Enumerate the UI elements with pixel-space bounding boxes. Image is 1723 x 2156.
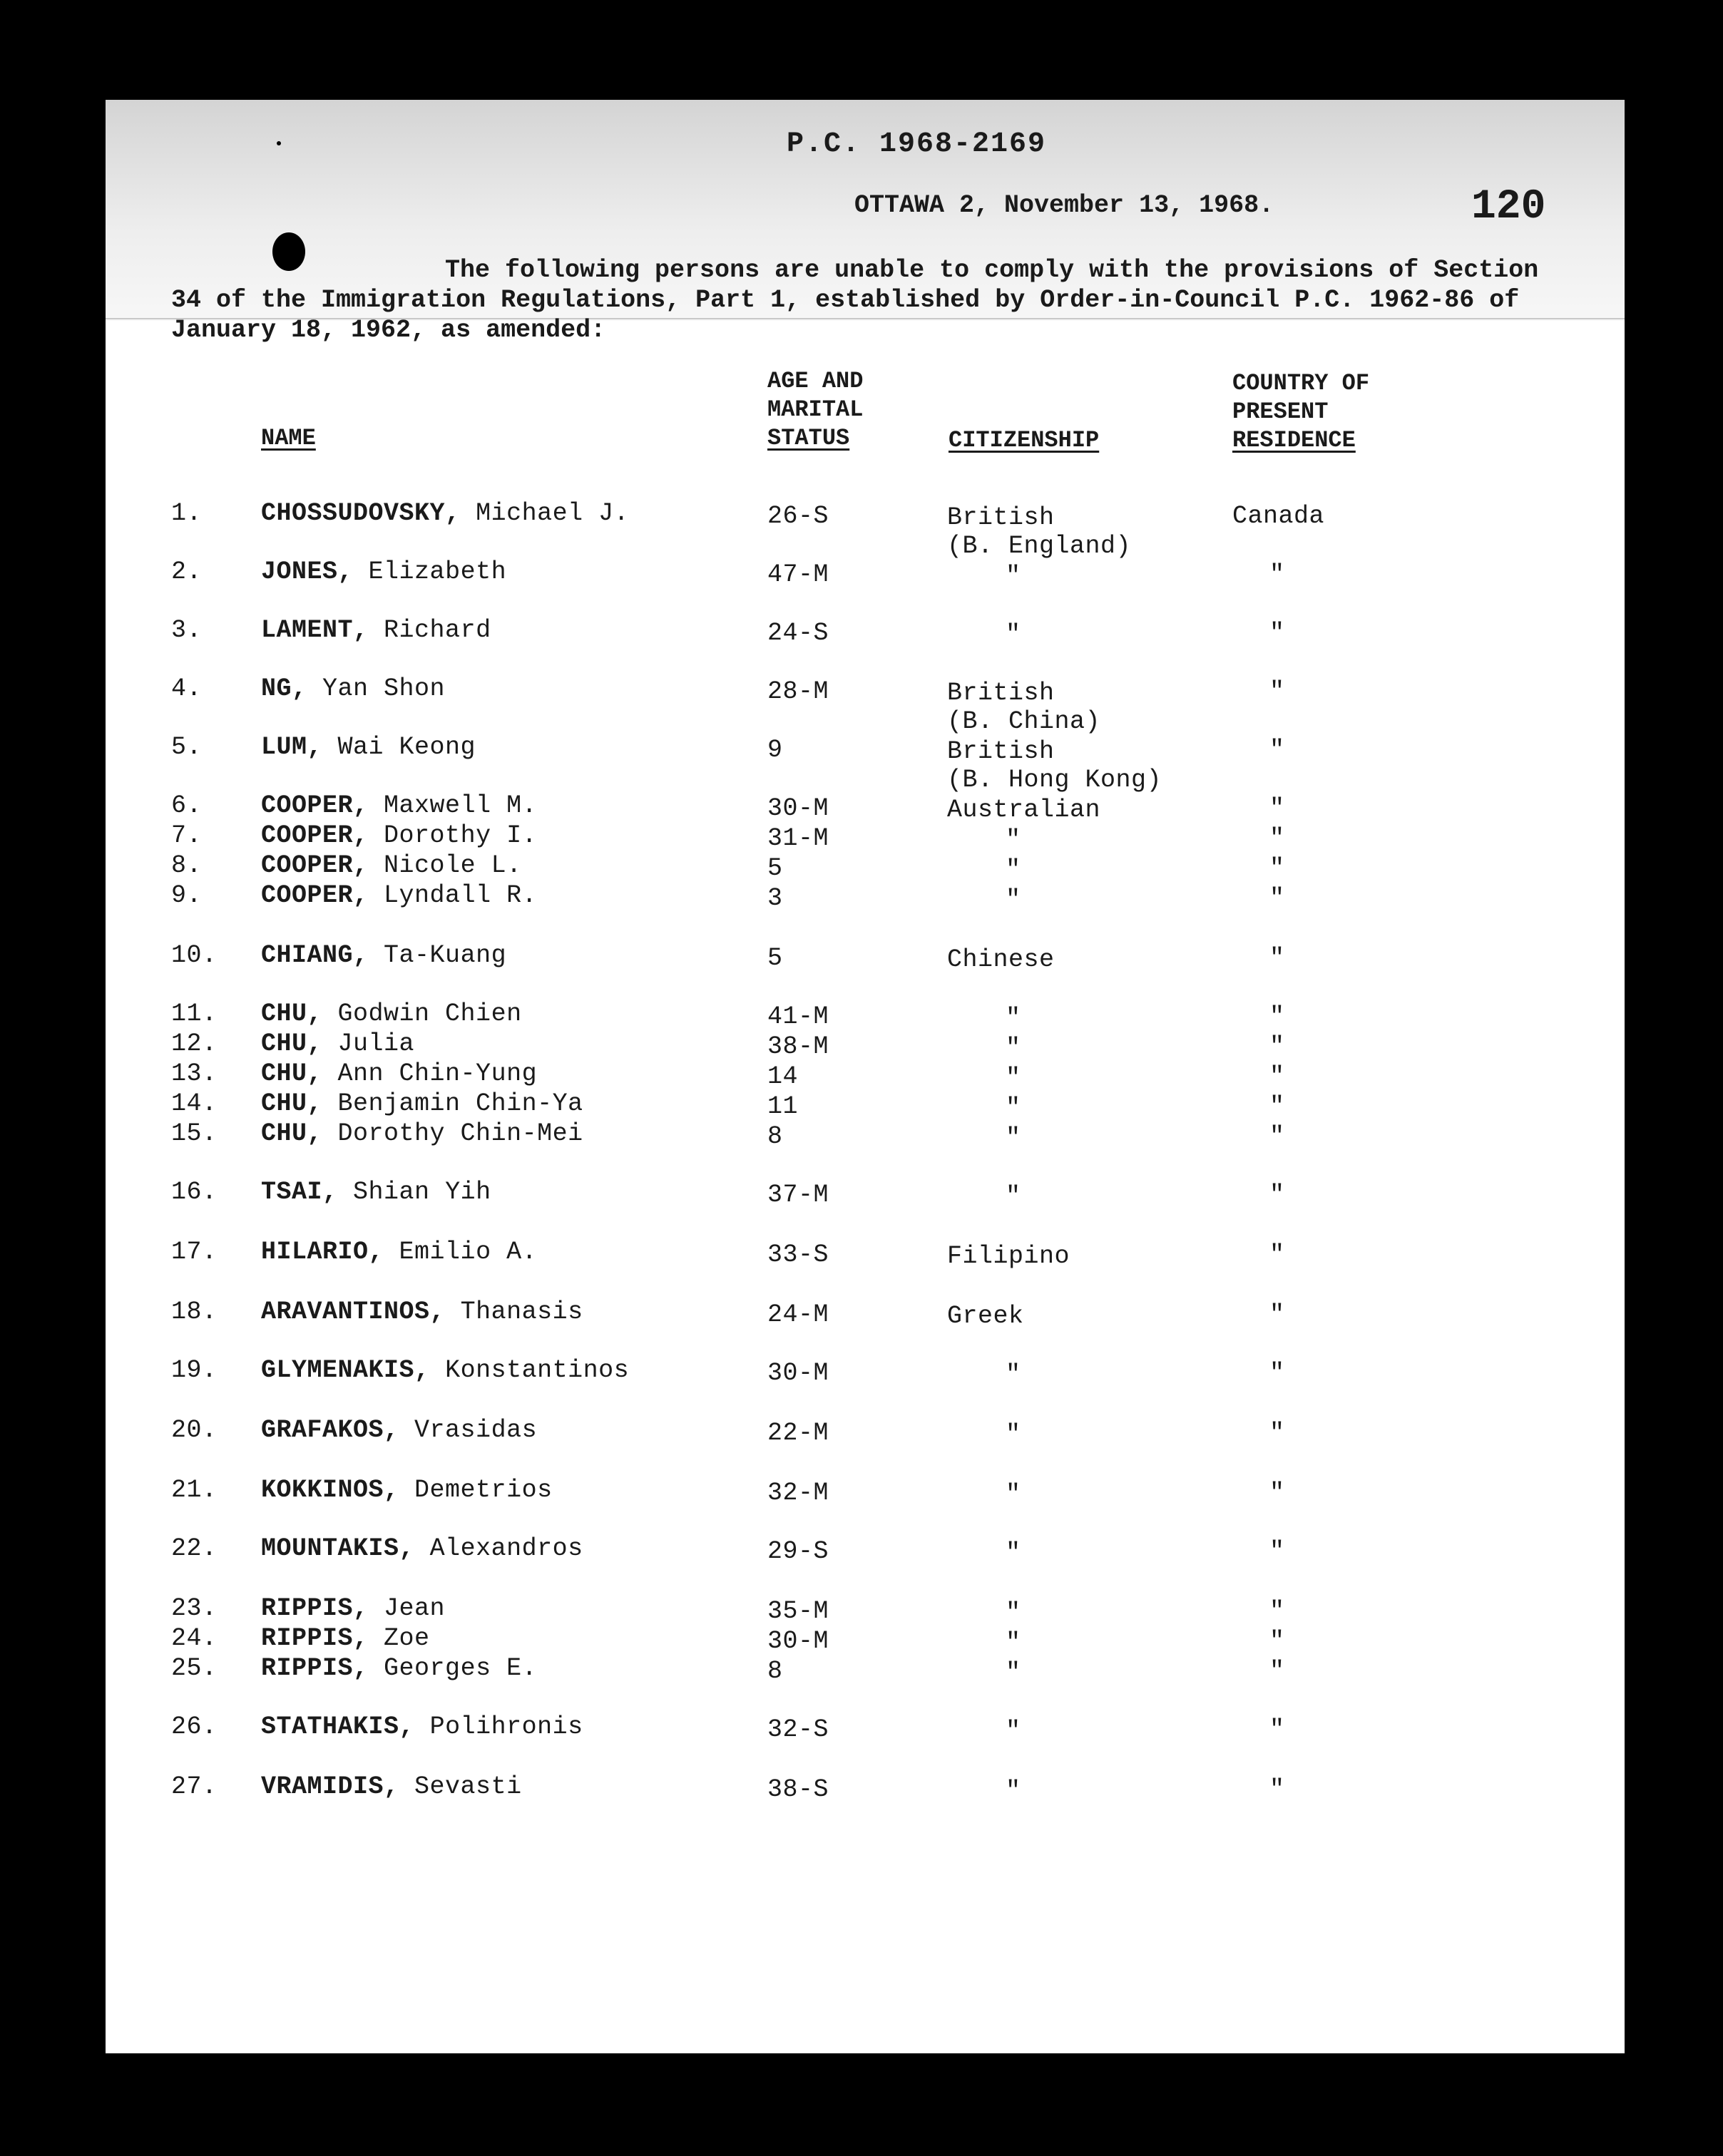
residence-ditto: " <box>1269 824 1285 853</box>
surname: GRAFAKOS, <box>261 1416 399 1444</box>
name-spacer <box>338 1178 354 1206</box>
header-name: NAME <box>261 425 316 451</box>
person-name <box>261 821 537 850</box>
given-name: Maxwell M. <box>384 791 538 820</box>
age-marital-status: 14 <box>767 1062 799 1091</box>
name-spacer <box>369 1624 384 1653</box>
citizenship-ditto: " <box>1006 1094 1021 1122</box>
header-age-line-2: MARITAL <box>767 396 864 423</box>
citizenship-note: (B. China) <box>947 707 1101 736</box>
given-name: Dorothy Chin-Mei <box>337 1119 583 1148</box>
name-spacer <box>307 674 323 703</box>
row-number: 2. <box>171 558 203 586</box>
residence-ditto: " <box>1269 794 1285 823</box>
row-number: 22. <box>171 1534 218 1563</box>
surname: STATHAKIS, <box>261 1713 415 1741</box>
citizenship-note: (B. Hong Kong) <box>947 766 1162 794</box>
person-name <box>261 1624 430 1653</box>
age-marital-status: 5 <box>767 944 783 972</box>
row-number: 8. <box>171 851 203 880</box>
intro-line-1: The following persons are unable to comply with the provisions of Section <box>445 256 1539 284</box>
given-name: Michael J. <box>476 499 630 528</box>
surname: RIPPIS, <box>261 1654 369 1683</box>
row-number: 14. <box>171 1089 218 1118</box>
row-number: 5. <box>171 733 203 761</box>
name-spacer <box>322 1000 338 1028</box>
given-name: Julia <box>337 1030 415 1058</box>
person-name <box>261 1000 522 1028</box>
residence-ditto: " <box>1269 1300 1285 1329</box>
citizenship-ditto: " <box>1006 1182 1021 1211</box>
given-name: Ann Chin-Yung <box>337 1059 538 1088</box>
given-name: Wai Keong <box>337 733 476 761</box>
given-name: Ta-Kuang <box>384 941 507 970</box>
age-marital-status: 38-S <box>767 1775 829 1804</box>
age-marital-status: 32-M <box>767 1479 829 1507</box>
name-spacer <box>399 1476 415 1504</box>
person-name <box>261 499 629 528</box>
residence-ditto: " <box>1269 1092 1285 1121</box>
row-number: 12. <box>171 1030 218 1058</box>
residence-ditto: " <box>1269 1241 1285 1269</box>
given-name: Vrasidas <box>414 1416 538 1444</box>
given-name: Jean <box>384 1594 446 1623</box>
name-spacer <box>369 881 384 910</box>
person-name <box>261 1476 553 1504</box>
given-name: Emilio A. <box>399 1238 538 1266</box>
name-spacer <box>322 1059 338 1088</box>
header-residence-line-1: COUNTRY OF <box>1232 370 1370 396</box>
row-number: 3. <box>171 616 203 645</box>
name-spacer <box>445 1298 461 1326</box>
surname: CHU, <box>261 1059 323 1088</box>
name-spacer <box>369 1654 384 1683</box>
document-page <box>106 100 1625 2053</box>
age-marital-status: 5 <box>767 854 783 883</box>
name-spacer <box>369 791 384 820</box>
name-spacer <box>369 851 384 880</box>
residence-ditto: " <box>1269 1181 1285 1209</box>
country-of-residence: Canada <box>1232 502 1325 530</box>
row-number: 18. <box>171 1298 218 1326</box>
citizenship: Filipino <box>947 1242 1070 1270</box>
header-residence-line-3: RESIDENCE <box>1232 427 1356 453</box>
age-marital-status: 11 <box>767 1092 799 1121</box>
residence-ditto: " <box>1269 884 1285 913</box>
given-name: Thanasis <box>460 1298 583 1326</box>
name-spacer <box>414 1534 430 1563</box>
citizenship-ditto: " <box>1006 1598 1021 1627</box>
person-name <box>261 1178 491 1206</box>
citizenship: Australian <box>947 796 1101 824</box>
residence-ditto: " <box>1269 1537 1285 1566</box>
residence-ditto: " <box>1269 1657 1285 1685</box>
citizenship-ditto: " <box>1006 1539 1021 1567</box>
given-name: Yan Shon <box>322 674 446 703</box>
age-marital-status: 24-S <box>767 619 829 647</box>
given-name: Alexandros <box>429 1534 583 1563</box>
surname: GLYMENAKIS, <box>261 1356 430 1385</box>
header-citizenship: CITIZENSHIP <box>949 427 1100 453</box>
person-name <box>261 1534 583 1563</box>
given-name: Dorothy I. <box>384 821 538 850</box>
given-name: Demetrios <box>414 1476 553 1504</box>
row-number: 20. <box>171 1416 218 1444</box>
residence-ditto: " <box>1269 854 1285 883</box>
age-marital-status: 29-S <box>767 1537 829 1566</box>
given-name: Sevasti <box>414 1772 522 1801</box>
person-name <box>261 1594 445 1623</box>
surname: COOPER, <box>261 851 369 880</box>
age-marital-status: 32-S <box>767 1715 829 1744</box>
surname: COOPER, <box>261 821 369 850</box>
citizenship-ditto: " <box>1006 1064 1021 1092</box>
citizenship-ditto: " <box>1006 1004 1021 1032</box>
row-number: 24. <box>171 1624 218 1653</box>
row-number: 23. <box>171 1594 218 1623</box>
citizenship: Chinese <box>947 945 1055 974</box>
person-name <box>261 558 506 586</box>
row-number: 25. <box>171 1654 218 1683</box>
residence-ditto: " <box>1269 1479 1285 1507</box>
person-name <box>261 941 506 970</box>
age-marital-status: 41-M <box>767 1002 829 1031</box>
residence-ditto: " <box>1269 1032 1285 1061</box>
person-name <box>261 1772 522 1801</box>
intro-paragraph <box>171 255 1538 345</box>
residence-ditto: " <box>1269 1359 1285 1387</box>
intro-line-2: 34 of the Immigration Regulations, Part 1, established by Order-in-Council P.C. 1962-86 of <box>171 286 1520 314</box>
person-name <box>261 851 522 880</box>
order-number: P.C. 1968-2169 <box>787 128 1047 160</box>
residence-ditto: " <box>1269 1062 1285 1091</box>
row-number: 15. <box>171 1119 218 1148</box>
person-name <box>261 1238 537 1266</box>
residence-ditto: " <box>1269 1627 1285 1655</box>
residence-ditto: " <box>1269 1122 1285 1151</box>
name-spacer <box>414 1713 430 1741</box>
citizenship-ditto: " <box>1006 1658 1021 1687</box>
person-name <box>261 1119 583 1148</box>
citizenship-note: (B. England) <box>947 532 1132 560</box>
person-name <box>261 616 491 645</box>
row-number: 27. <box>171 1772 218 1801</box>
citizenship: British <box>947 679 1055 707</box>
header-age-line-3: STATUS <box>767 425 850 451</box>
person-name <box>261 881 537 910</box>
row-number: 16. <box>171 1178 218 1206</box>
residence-ditto: " <box>1269 619 1285 647</box>
name-spacer <box>322 1119 338 1148</box>
header-residence-line-2: PRESENT <box>1232 399 1329 425</box>
person-name <box>261 1654 537 1683</box>
name-spacer <box>369 941 384 970</box>
surname: COOPER, <box>261 881 369 910</box>
citizenship-ditto: " <box>1006 885 1021 914</box>
row-number: 9. <box>171 881 203 910</box>
age-marital-status: 28-M <box>767 677 829 706</box>
person-name <box>261 1416 537 1444</box>
name-spacer <box>399 1416 415 1444</box>
residence-ditto: " <box>1269 944 1285 972</box>
scan-speck <box>277 141 281 145</box>
surname: CHIANG, <box>261 941 369 970</box>
surname: CHU, <box>261 1119 323 1148</box>
surname: MOUNTAKIS, <box>261 1534 415 1563</box>
age-marital-status: 31-M <box>767 824 829 853</box>
given-name: Shian Yih <box>353 1178 491 1206</box>
surname: KOKKINOS, <box>261 1476 399 1504</box>
person-name <box>261 1356 629 1385</box>
name-spacer <box>353 558 369 586</box>
name-spacer <box>369 1594 384 1623</box>
citizenship-ditto: " <box>1006 1777 1021 1805</box>
citizenship-ditto: " <box>1006 826 1021 854</box>
citizenship-ditto: " <box>1006 1717 1021 1745</box>
given-name: Lyndall R. <box>384 881 538 910</box>
age-marital-status: 8 <box>767 1657 783 1685</box>
citizenship: British <box>947 737 1055 766</box>
surname: COOPER, <box>261 791 369 820</box>
age-marital-status: 35-M <box>767 1597 829 1626</box>
residence-ditto: " <box>1269 560 1285 589</box>
dateline: OTTAWA 2, November 13, 1968. <box>854 191 1274 220</box>
person-name <box>261 1089 583 1118</box>
age-marital-status: 26-S <box>767 502 829 530</box>
row-number: 10. <box>171 941 218 970</box>
row-number: 17. <box>171 1238 218 1266</box>
residence-ditto: " <box>1269 677 1285 706</box>
surname: LAMENT, <box>261 616 369 645</box>
residence-ditto: " <box>1269 1419 1285 1447</box>
citizenship-ditto: " <box>1006 620 1021 649</box>
surname: TSAI, <box>261 1178 338 1206</box>
name-spacer <box>322 1089 338 1118</box>
row-number: 1. <box>171 499 203 528</box>
row-number: 26. <box>171 1713 218 1741</box>
name-spacer <box>399 1772 415 1801</box>
surname: NG, <box>261 674 307 703</box>
given-name: Benjamin Chin-Ya <box>337 1089 583 1118</box>
person-name <box>261 733 476 761</box>
age-marital-status: 37-M <box>767 1181 829 1209</box>
header-age-line-1: AGE AND <box>767 368 864 394</box>
row-number: 6. <box>171 791 203 820</box>
given-name: Elizabeth <box>368 558 507 586</box>
age-marital-status: 47-M <box>767 560 829 589</box>
person-name <box>261 1298 583 1326</box>
name-spacer <box>384 1238 399 1266</box>
residence-ditto: " <box>1269 736 1285 764</box>
surname: RIPPIS, <box>261 1594 369 1623</box>
surname: HILARIO, <box>261 1238 384 1266</box>
name-spacer <box>430 1356 446 1385</box>
surname: CHOSSUDOVSKY, <box>261 499 461 528</box>
given-name: Richard <box>384 616 491 645</box>
citizenship-ditto: " <box>1006 1034 1021 1062</box>
surname: CHU, <box>261 1089 323 1118</box>
citizenship: Greek <box>947 1302 1024 1330</box>
age-marital-status: 22-M <box>767 1419 829 1447</box>
name-spacer <box>322 1030 338 1058</box>
name-spacer <box>369 821 384 850</box>
intro-line-3: January 18, 1962, as amended: <box>171 316 606 344</box>
name-spacer <box>322 733 338 761</box>
given-name: Konstantinos <box>445 1356 630 1385</box>
given-name: Georges E. <box>384 1654 538 1683</box>
age-marital-status: 38-M <box>767 1032 829 1061</box>
surname: JONES, <box>261 558 354 586</box>
surname: LUM, <box>261 733 323 761</box>
person-name <box>261 1030 414 1058</box>
age-marital-status: 3 <box>767 884 783 913</box>
person-name <box>261 1713 583 1741</box>
row-number: 7. <box>171 821 203 850</box>
person-name <box>261 1059 537 1088</box>
name-spacer <box>369 616 384 645</box>
person-name <box>261 791 537 820</box>
age-marital-status: 30-M <box>767 794 829 823</box>
surname: ARAVANTINOS, <box>261 1298 446 1326</box>
residence-ditto: " <box>1269 1775 1285 1804</box>
row-number: 13. <box>171 1059 218 1088</box>
surname: VRAMIDIS, <box>261 1772 399 1801</box>
age-marital-status: 24-M <box>767 1300 829 1329</box>
name-spacer <box>461 499 476 528</box>
row-number: 11. <box>171 1000 218 1028</box>
residence-ditto: " <box>1269 1715 1285 1744</box>
surname: RIPPIS, <box>261 1624 369 1653</box>
surname: CHU, <box>261 1000 323 1028</box>
surname: CHU, <box>261 1030 323 1058</box>
row-number: 21. <box>171 1476 218 1504</box>
given-name: Zoe <box>384 1624 430 1653</box>
row-number: 4. <box>171 674 203 703</box>
age-marital-status: 30-M <box>767 1359 829 1387</box>
citizenship: British <box>947 503 1055 532</box>
row-number: 19. <box>171 1356 218 1385</box>
age-marital-status: 8 <box>767 1122 783 1151</box>
person-name <box>261 674 445 703</box>
age-marital-status: 30-M <box>767 1627 829 1655</box>
citizenship-ditto: " <box>1006 856 1021 884</box>
citizenship-ditto: " <box>1006 1360 1021 1389</box>
citizenship-ditto: " <box>1006 1124 1021 1152</box>
citizenship-ditto: " <box>1006 1628 1021 1657</box>
citizenship-ditto: " <box>1006 1480 1021 1509</box>
given-name: Godwin Chien <box>337 1000 522 1028</box>
citizenship-ditto: " <box>1006 562 1021 590</box>
given-name: Polihronis <box>429 1713 583 1741</box>
citizenship-ditto: " <box>1006 1420 1021 1449</box>
page-number: 120 <box>1471 184 1546 230</box>
age-marital-status: 9 <box>767 736 783 764</box>
residence-ditto: " <box>1269 1597 1285 1626</box>
residence-ditto: " <box>1269 1002 1285 1031</box>
age-marital-status: 33-S <box>767 1241 829 1269</box>
given-name: Nicole L. <box>384 851 522 880</box>
